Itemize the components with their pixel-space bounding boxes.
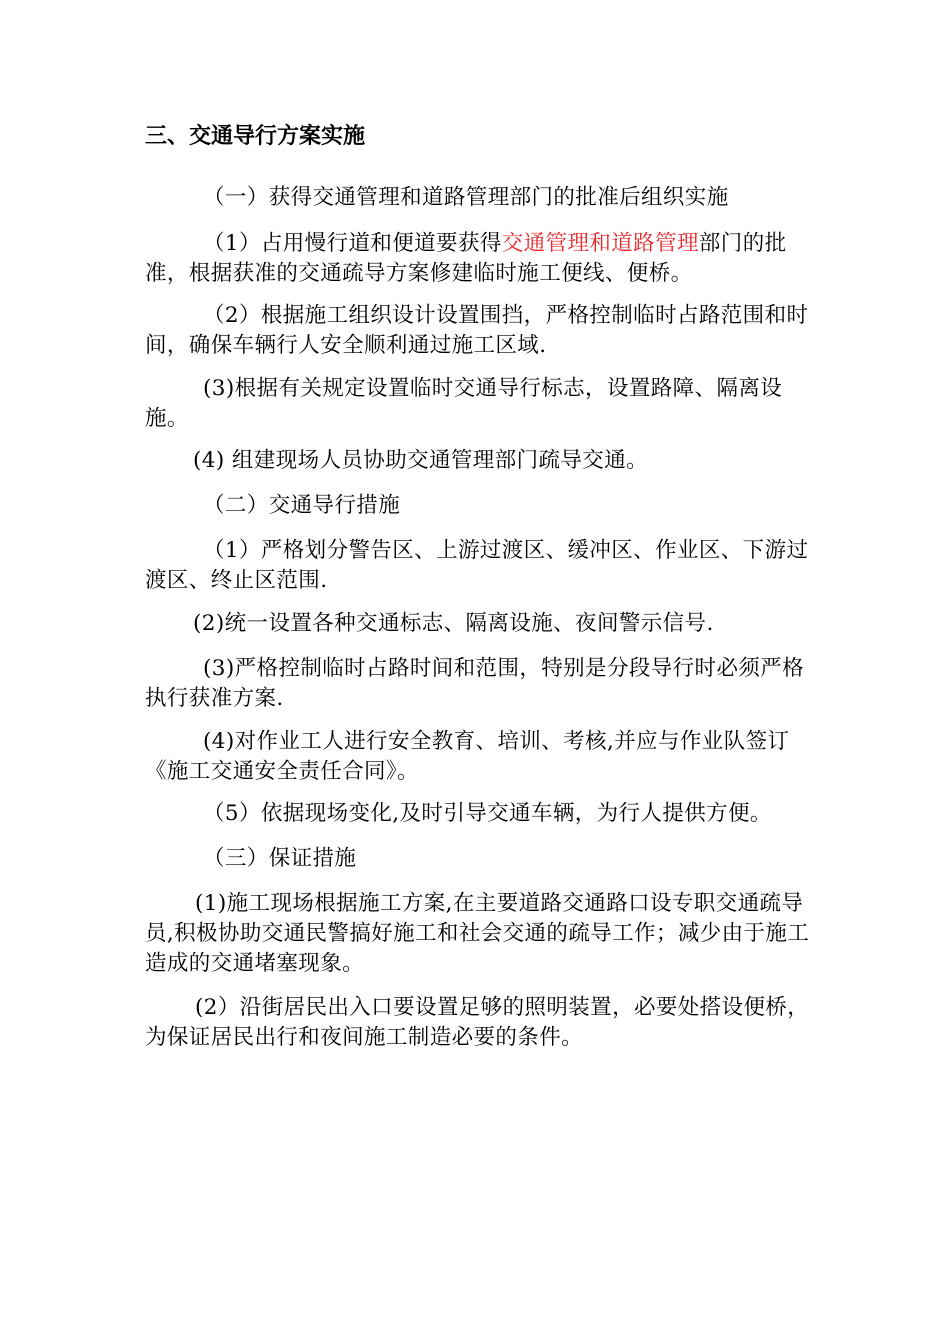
paragraph-2-2: (2)统一设置各种交通标志、隔离设施、夜间警示信号. — [193, 611, 714, 636]
paragraph-1-1 — [145, 229, 813, 289]
highlighted-text: 交通管理和道路管理 — [501, 231, 699, 256]
section-heading: 三、交通导行方案实施 — [145, 124, 366, 149]
paragraph-2-5: （5）依据现场变化,及时引导交通车辆，为行人提供方便。 — [203, 801, 772, 826]
subsection-title-1: （一）获得交通管理和道路管理部门的批准后组织实施 — [203, 185, 729, 210]
paragraph-2-4: (4)对作业工人进行安全教育、培训、考核,并应与作业队签订《施工交通安全责任合同》。 — [145, 729, 790, 784]
subsection-title-3: （三）保证措施 — [203, 846, 357, 871]
paragraph-3-1: (1)施工现场根据施工方案,在主要道路交通路口设专职交通疏导员,积极协助交通民警搞好施工和社会交通的疏导工作；减少由于施工造成的交通堵塞现象。 — [145, 891, 810, 976]
paragraph-3-2: (2）沿街居民出入口要设置足够的照明装置，必要处搭设便桥，为保证居民出行和夜间施工制造必要的条件。 — [145, 995, 810, 1050]
paragraph-2-1: （1）严格划分警告区、上游过渡区、缓冲区、作业区、下游过渡区、终止区范围. — [145, 538, 809, 593]
paragraph-1-2: （2）根据施工组织设计设置围挡，严格控制临时占路范围和时间，确保车辆行人安全顺利通过施工区域. — [145, 303, 809, 358]
paragraph-2-3: (3)严格控制临时占路时间和范围，特别是分段导行时必须严格执行获准方案. — [145, 656, 805, 711]
paragraph-text: （1）占用慢行道和便道要获得 — [203, 231, 502, 256]
paragraph-1-3: (3)根据有关规定设置临时交通导行标志，设置路障、隔离设施。 — [145, 376, 783, 431]
paragraph-text: 部门的批准，根据获准的交通疏导方案修建临时施工便线、便桥。 — [145, 231, 787, 286]
paragraph-1-4: (4) 组建现场人员协助交通管理部门疏导交通。 — [193, 448, 648, 473]
subsection-title-2: （二）交通导行措施 — [203, 493, 401, 518]
